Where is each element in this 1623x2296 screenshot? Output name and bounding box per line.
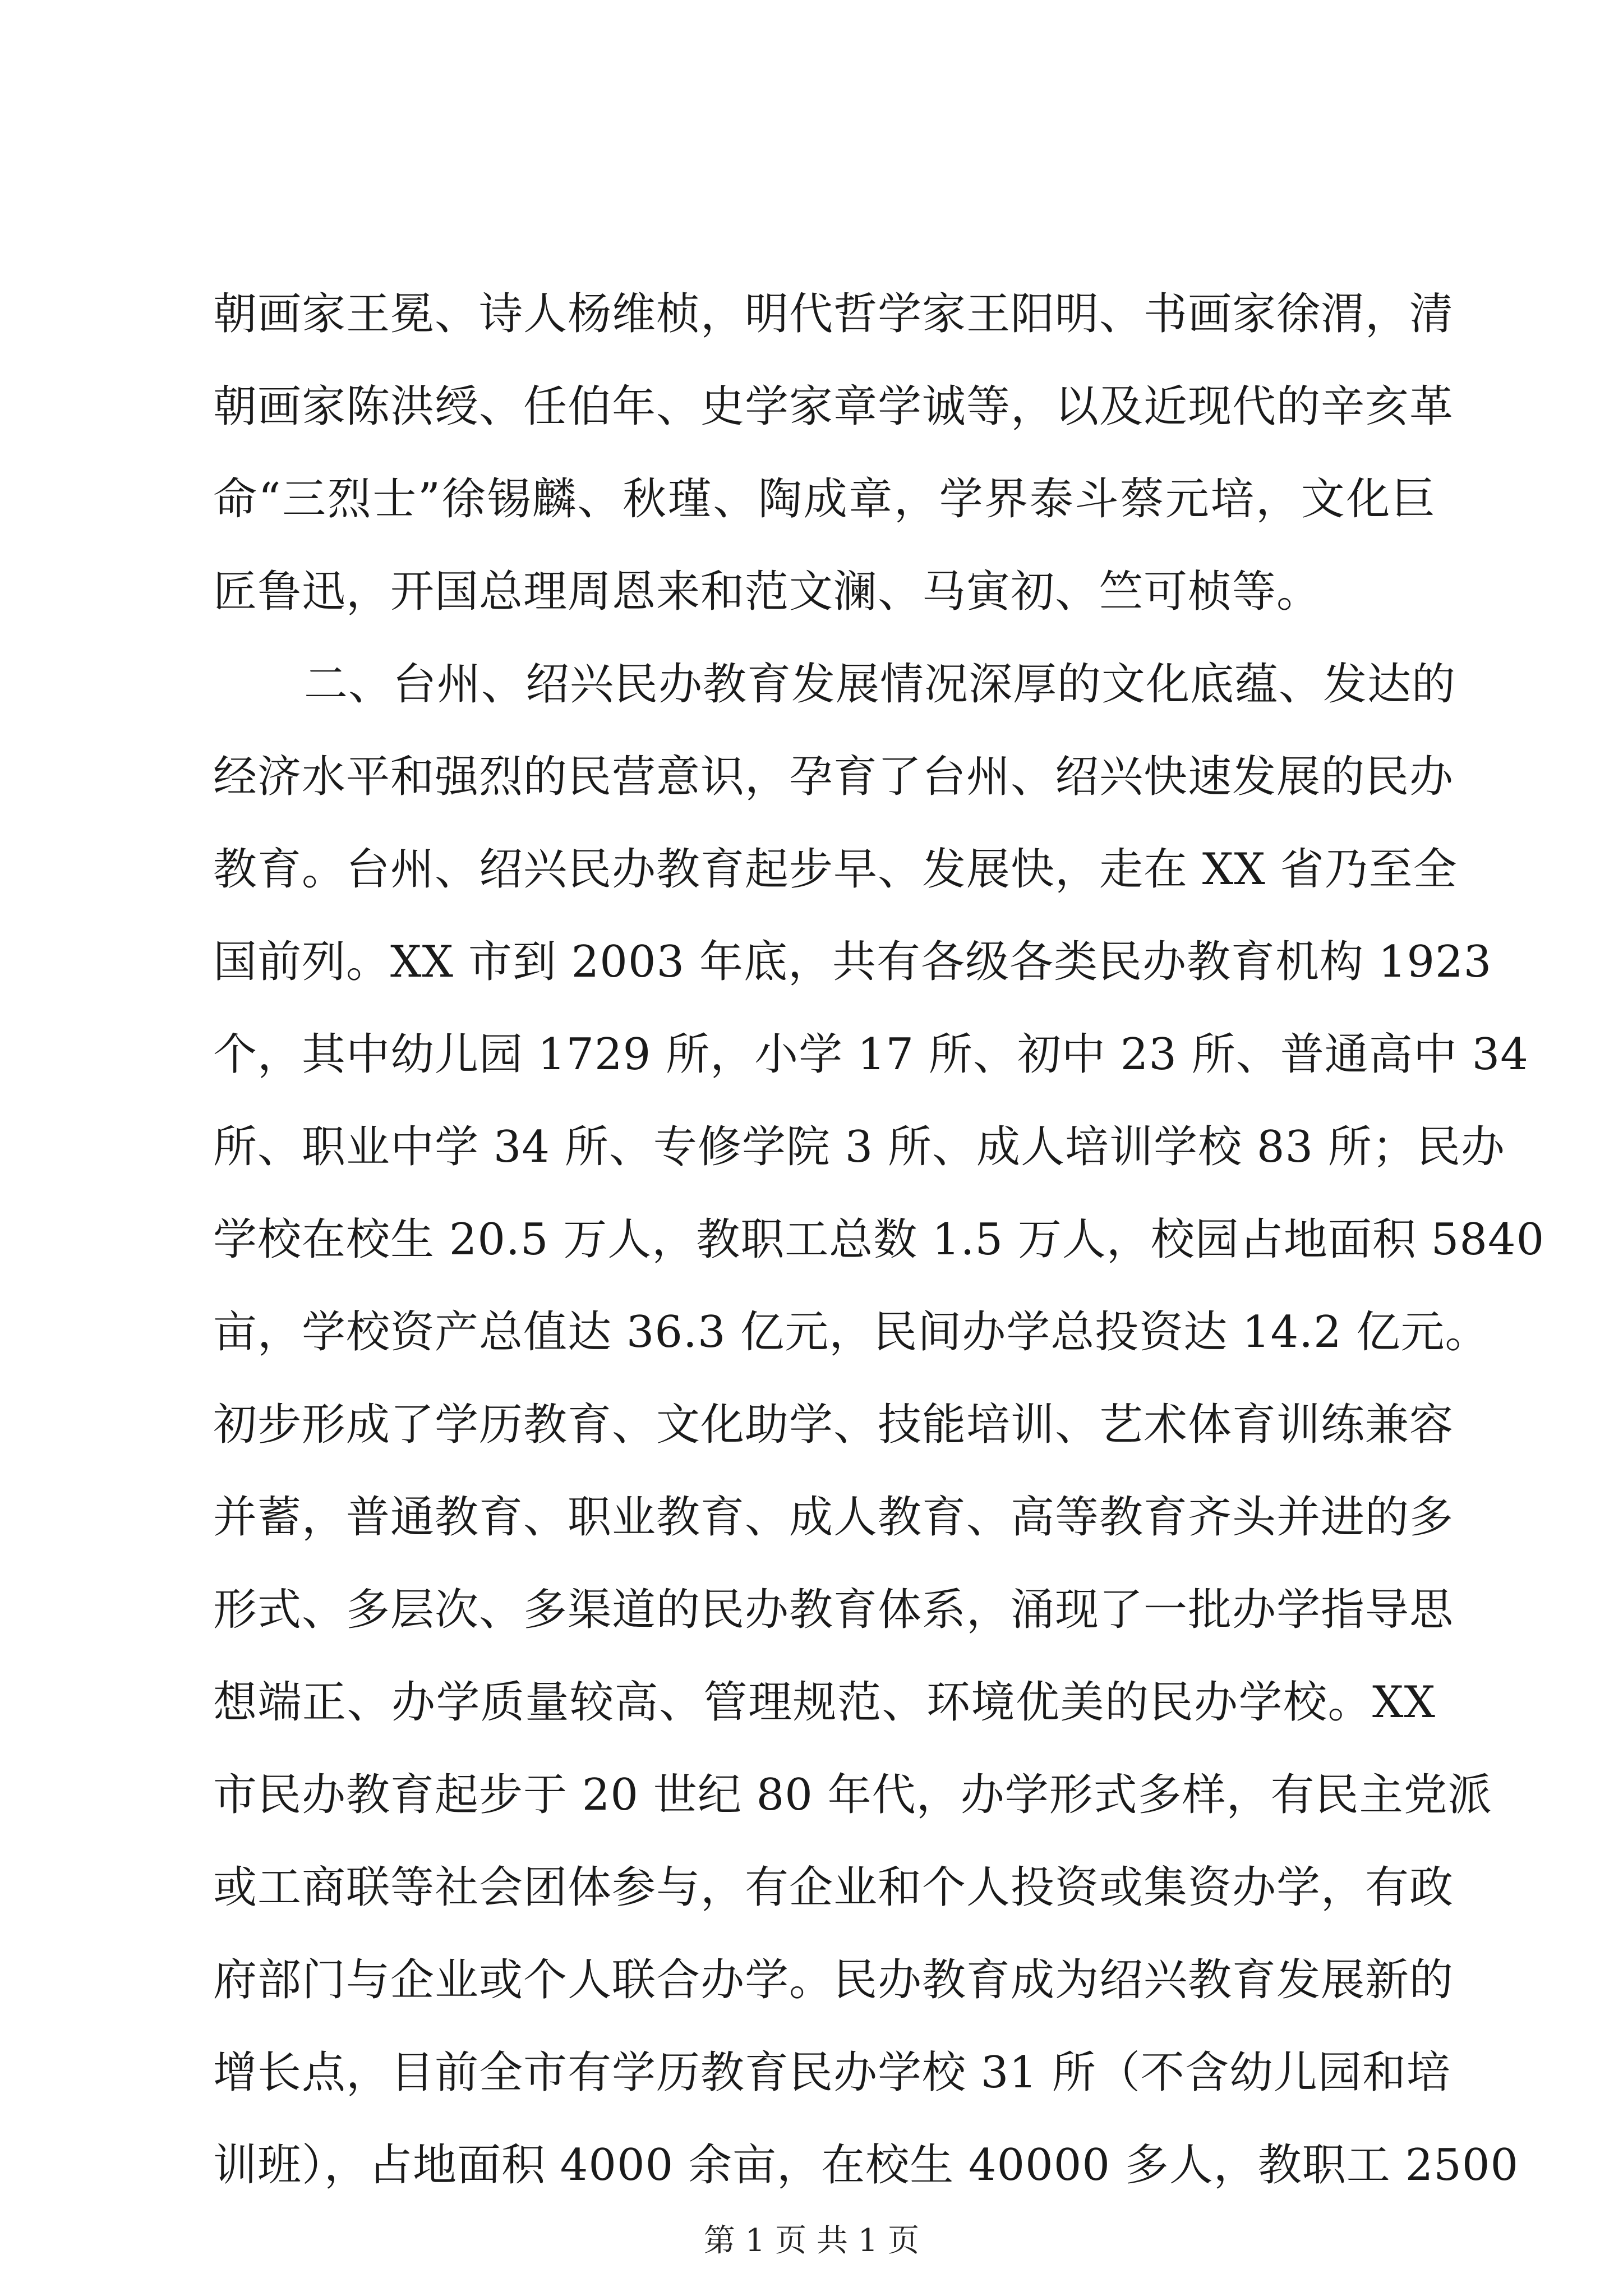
text-line: 经济水平和强烈的民营意识，孕育了台州、绍兴快速发展的民办 (213, 752, 1454, 802)
text-line: 匠鲁迅，开国总理周恩来和范文澜、马寅初、竺可桢等。 (213, 567, 1321, 617)
text-line: 命“三烈士”徐锡麟、秋瑾、陶成章，学界泰斗蔡元培，文化巨 (213, 474, 1436, 524)
paragraph-heading-line: 二、台州、绍兴民办教育发展情况深厚的文化底蕴、发达的 (304, 659, 1456, 710)
text-line: 增长点，目前全市有学历教育民办学校 31 所（不含幼儿园和培 (213, 2047, 1451, 2098)
text-line: 国前列。XX 市到 2003 年底，共有各级各类民办教育机构 1923 (213, 937, 1492, 987)
text-line: 市民办教育起步于 20 世纪 80 年代，办学形式多样，有民主党派 (213, 1770, 1492, 1820)
text-line: 个，其中幼儿园 1729 所，小学 17 所、初中 23 所、普通高中 34 (213, 1029, 1529, 1080)
text-line: 朝画家王冕、诗人杨维桢，明代哲学家王阳明、书画家徐渭，清 (213, 289, 1454, 339)
page-footer: 第 1 页 共 1 页 (703, 2223, 920, 2259)
text-line: 学校在校生 20.5 万人，教职工总数 1.5 万人，校园占地面积 5840 (213, 1214, 1545, 1265)
text-line: 或工商联等社会团体参与，有企业和个人投资或集资办学，有政 (213, 1862, 1454, 1913)
text-line: 朝画家陈洪绶、任伯年、史学家章学诚等，以及近现代的辛亥革 (213, 381, 1454, 432)
text-line: 亩，学校资产总值达 36.3 亿元，民间办学总投资达 14.2 亿元。 (213, 1307, 1490, 1358)
text-line: 府部门与企业或个人联合办学。民办教育成为绍兴教育发展新的 (213, 1955, 1454, 2005)
text-line: 教育。台州、绍兴民办教育起步早、发展快，走在 XX 省乃至全 (213, 844, 1458, 895)
text-line: 并蓄，普通教育、职业教育、成人教育、高等教育齐头并进的多 (213, 1492, 1454, 1543)
text-line: 形式、多层次、多渠道的民办教育体系，涌现了一批办学指导思 (213, 1585, 1454, 1635)
text-line: 想端正、办学质量较高、管理规范、环境优美的民办学校。XX (213, 1677, 1436, 1728)
text-line: 所、职业中学 34 所、专修学院 3 所、成人培训学校 83 所；民办 (213, 1122, 1505, 1172)
text-line: 训班），占地面积 4000 余亩，在校生 40000 多人，教职工 2500 (213, 2140, 1519, 2191)
text-line: 初步形成了学历教育、文化助学、技能培训、艺术体育训练兼容 (213, 1400, 1454, 1450)
